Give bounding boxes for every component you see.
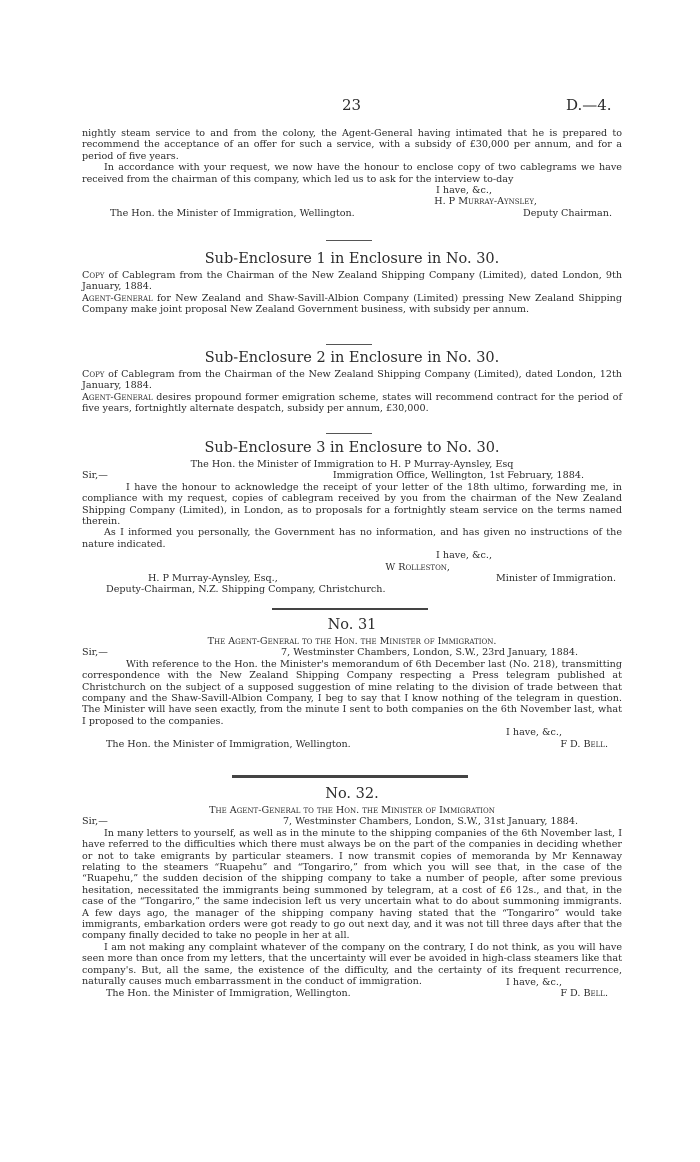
sub-enclosure-1 [82,251,622,316]
divider [326,240,372,241]
addressee: The Hon. the Minister of Immigration, Wellington. [106,738,351,750]
cablegram-heading [82,270,622,293]
section-title: No. 31 [327,617,377,633]
salutation: Sir,— [82,647,108,659]
signature: F D. Bell. [560,738,608,750]
cablegram-body [82,293,622,316]
closing: I have, &c., [436,550,492,562]
signature: W Rolleston, [385,561,450,573]
section-title: Sub-Enclosure 2 in Enclosure in No. 30. [204,350,500,366]
letter-no-31 [82,617,622,750]
signatory-title: Minister of Immigration. [495,573,616,585]
letter-continuation [82,128,622,219]
section-title: Sub-Enclosure 1 in Enclosure in No. 30. [204,251,500,267]
signature: H. P Murray-Aynsley, [434,196,537,208]
closing: I have, &c., [436,185,492,197]
section-title: No. 32. [325,786,379,802]
signatory-title: Deputy Chairman. [523,207,612,219]
paragraph: nightly steam service to and from the colony, the Agent-General having intimated that he is prepared to recommend the acceptance of an offer for such a service, with a subsidy of £30,000 per annum, and for a period of five years. [82,128,622,162]
lead-word: Agent-General [82,292,153,304]
sub-enclosure-2 [82,350,622,415]
addressee: H. P Murray-Aynsley, Esq., [148,573,278,585]
addressee: The Hon. the Minister of Immigration, Wellington. [110,207,355,219]
body-text: desires propound former emigration scheme, states will recommend contract for the period of five years, fortnightly alternate despatch, subsidy per annum, £30,000. [82,391,622,415]
letter-no-32 [82,786,622,999]
place-date: 7, Westminster Chambers, London, S.W., 31st January, 1884. [282,816,578,828]
closing: I have, &c., [506,976,562,988]
divider [232,775,468,778]
salutation: Sir,— [82,816,108,828]
sub-enclosure-3 [82,440,622,596]
divider [326,433,372,434]
from-to-line: The Agent-General to the Hon. the Minister of Immigration [209,805,495,816]
cablegram-heading [82,369,622,392]
place-date: Immigration Office, Wellington, 1st February, 1884. [332,470,584,482]
lead-text: of Cablegram from the Chairman of the New Zealand Shipping Company (Limited), dated London, 12th January, 1884. [82,369,622,392]
paragraph: In many letters to yourself, as well as in the minute to the shipping companies of the 6th November last, I have referred to the difficulties which there must always be on the part of the companies in deciding whether or not to take emigrants by particular steamers. I now transmit copies of memoranda by Mr Kennaway relating to the steamers “Ruapehu” and “Tongariro,” from which you will see that, in the case of the “Ruapehu,” the sudden decision of the shipping company to take a number of people, after some previous hesitation, necessitated the immigrants being summoned by telegram, at a cost of £6 12s., and that, in the case of the “Tongariro,” the same indecision left us very uncertain what to do about summoning immigrants. A few days ago, the manager of the shipping company having stated that the “Tongariro” would take immigrants, embarkation orders were got ready to go out next day, and it was not till three days after that the company finally decided to take no people in her at all. [82,827,622,942]
body-text: for New Zealand and Shaw-Savill-Albion Company (Limited) pressing New Zealand Shipping Company make joint proposal New Zealand Government business, with subsidy per annum. [82,292,622,316]
paragraph: In accordance with your request, we now have the honour to enclose copy of two cablegrams we have received from the chairman of this company, which led us to ask for the interview to-day [82,162,622,185]
paragraph: I have the honour to acknowledge the receipt of your letter of the 18th ultimo, forwarding me, in compliance with my request, copies of cablegram received by you from the chairman of the New Zealand Shipping Company (Limited), in London, as to proposals for a fortnightly steam service on the terms named therein. [82,481,622,528]
closing: I have, &c., [506,727,562,739]
salutation: Sir,— [82,470,108,482]
addressee-line-2: Deputy-Chairman, N.Z. Shipping Company, Christchurch. [106,584,386,596]
from-to-line: The Hon. the Minister of Immigration to H. P Murray-Aynsley, Esq [190,459,514,470]
section-title: Sub-Enclosure 3 in Enclosure to No. 30. [204,440,500,456]
lead-text: of Cablegram from the Chairman of the New Zealand Shipping Company (Limited), dated London, 9th January, 1884. [82,270,622,293]
document-reference: D.—4. [566,96,612,114]
page-number: 23 [342,96,362,114]
paragraph: As I informed you personally, the Government has no information, and has given no instructions of the nature indicated. [82,527,622,550]
cablegram-body [82,392,622,415]
lead-word: Copy [82,369,105,380]
lead-word: Copy [82,270,105,281]
place-date: 7, Westminster Chambers, London, S.W., 23rd January, 1884. [281,647,578,659]
addressee: The Hon. the Minister of Immigration, Wellington. [106,987,351,999]
signature: F D. Bell. [560,987,608,999]
paragraph: I am not making any complaint whatever of the company on the contrary, I do not think, as you will have seen more than once from my letters, that the uncertainty will ever be avoided in high-class steamers like that company's. But, all the same, the existence of the difficulty, and the certainty of its frequent recurrence, naturally causes much embarrassment in the conduct of immigration. [82,941,622,988]
paragraph: With reference to the Hon. the Minister's memorandum of 6th December last (No. 218), transmitting correspondence with the New Zealand Shipping Company respecting a Press telegram published at Christchurch on the subject of a supposed suggestion of mine relating to the division of trade between that company and the Shaw-Savill-Albion Company, I beg to say that I know nothing of the telegram in question. The Minister will have seen exactly, from the minute I sent to both companies on the 6th November last, what I proposed to the companies. [82,658,622,727]
divider [326,344,372,345]
divider [272,608,428,610]
from-to-line: The Agent-General to the Hon. the Minister of Immigration. [207,636,497,647]
lead-word: Agent-General [82,391,153,403]
